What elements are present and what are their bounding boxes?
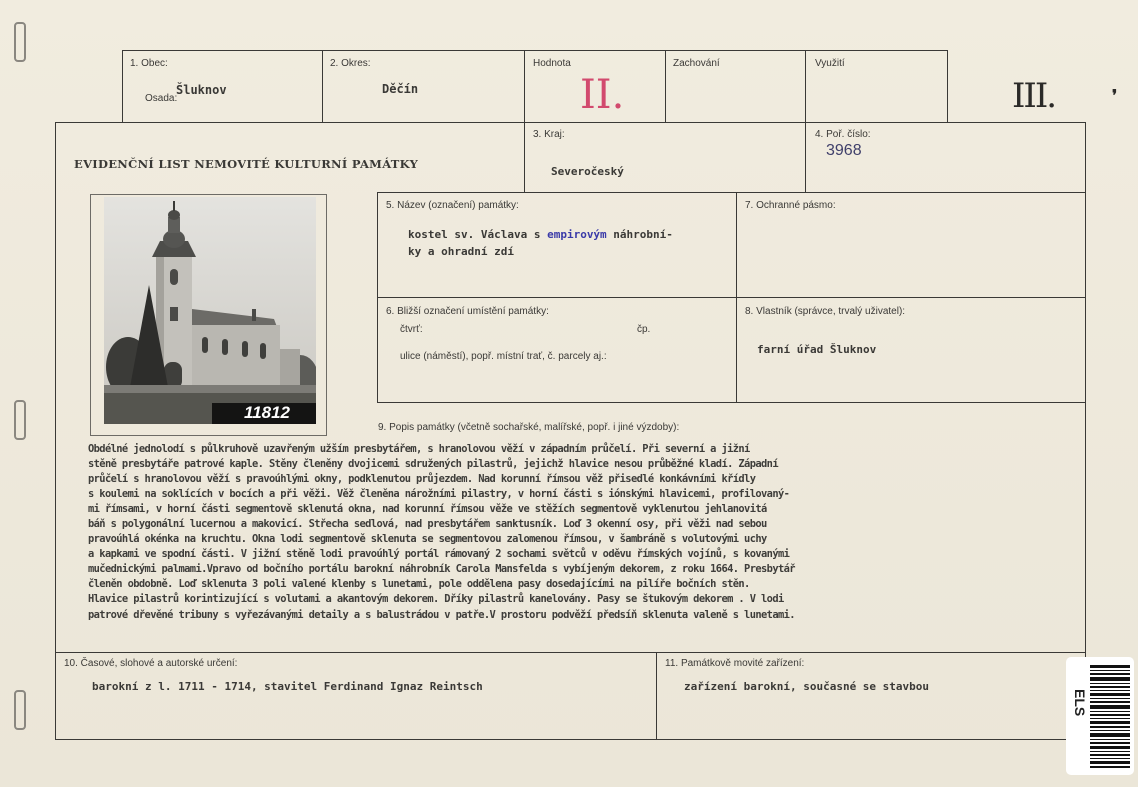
nazev-line1-end: náhrobní-: [606, 228, 673, 241]
popis-line: stěně presbytáře patrové kaple. Stěny členěny dvojicemi sdružených pilastrů, jejichž hlavice nesou průběžné kladí. Západní: [88, 458, 778, 471]
osada-label: Osada:: [145, 93, 178, 104]
tick-mark-icon: ❜: [1112, 88, 1118, 105]
zarizeni-label: 11. Památkově movité zařízení:: [665, 658, 805, 669]
barcode-label: [1066, 657, 1134, 775]
kraj-label: 3. Kraj:: [533, 129, 565, 140]
corner-mark: III.: [1012, 76, 1056, 116]
popis-line: a kapkami ve spodní části. V jižní stěně lodi pravoúhlý portál rámovaný 2 sochami světců v oděvu římských vojínů, s kovanými: [88, 548, 790, 561]
popis-line: Obdélné jednolodí s půlkruhově uzavřeným užším presbytářem, s hranolovou věží v západním průčelí. Při severní a jižní: [88, 443, 750, 455]
popis-line: pravoúhlá okénka na kruchtu. Okna lodi segmentově sklenuta se segmentovou zalomenou římsou, v šambráně s volutovými uchy: [88, 533, 767, 546]
casove-value: barokní z l. 1711 - 1714, stavitel Ferdinand Ignaz Reintsch: [92, 680, 483, 693]
popis-line: Hlavice pilastrů korintizující s volutami a akantovým dekorem. Dříky pilastrů kanelovány. Pasy se štukovým dekorem . V lodi: [88, 593, 784, 606]
okres-label: 2. Okres:: [330, 58, 371, 69]
okres-value: Děčín: [382, 82, 419, 96]
popis-label: 9. Popis památky (včetně sochařské, malířské, popř. i jiné výzdoby):: [378, 422, 680, 433]
hodnota-label: Hodnota: [533, 58, 571, 69]
popis-text: [88, 442, 1084, 642]
por-cislo-value: 3968: [826, 142, 862, 159]
photo-number: 11812: [244, 403, 291, 422]
church-photo: [104, 197, 316, 424]
ulice-label: ulice (náměstí), popř. místní trať, č. parcely aj.:: [400, 351, 607, 362]
nazev-line2: ky a ohradní zdí: [408, 245, 514, 258]
zarizeni-value: zařízení barokní, současné se stavbou: [684, 680, 930, 693]
nazev-label: 5. Název (označení) památky:: [386, 200, 519, 211]
nazev-line1-mark: empirovým: [547, 228, 607, 241]
kraj-value: Severočeský: [551, 165, 624, 178]
casove-label: 10. Časové, slohové a autorské určení:: [64, 658, 238, 669]
barcode-bars: [1090, 665, 1130, 769]
ochranne-pasmo-label: 7. Ochranné pásmo:: [745, 200, 836, 211]
ctvrt-label: čtvrť:: [400, 324, 423, 335]
vlastnik-label: 8. Vlastník (správce, trvalý uživatel):: [745, 306, 906, 317]
nazev-line1-start: kostel sv. Václava s: [408, 228, 548, 241]
cp-label: čp.: [637, 324, 651, 335]
popis-line: členěn obdobně. Loď sklenuta 3 poli valené klenby s lunetami, pole oddělena pasy dosedajícími na pilíře bočních stěn.: [88, 578, 750, 591]
por-cislo-label: 4. Poř. číslo:: [815, 129, 871, 140]
vyuziti-label: Využití: [815, 58, 845, 69]
nazev-value: [408, 226, 673, 260]
umisteni-label: 6. Bližší označení umístění památky:: [386, 306, 549, 317]
barcode-text: ELS: [1072, 689, 1088, 717]
popis-line: báň s polygonální lucernou a makovicí. Střecha sedlová, nad presbytářem sanktusník. Loď 3 okenní osy, při věži nad sebou: [88, 518, 767, 531]
binder-hole: [14, 400, 26, 440]
popis-line: mi římsami, v horní části segmentově sklenutá okna, nad korunní římsou věže ve stěžích segmentově vyklenutou jehlanovitá: [88, 503, 767, 516]
hodnota-value: II.: [580, 72, 625, 118]
obec-value: Šluknov: [176, 83, 227, 97]
church-photo-image: [104, 197, 316, 424]
binder-hole: [14, 22, 26, 62]
popis-line: patrové dřevěné tribuny s vyřezávanými detaily a s balustrádou v patře.V prostoru podvěží předsíň sklenuta valeně s lunetami.: [88, 608, 795, 621]
popis-line: s koulemi na soklících v bocích a při věži. Věž členěna nárožními pilastry, v horní části s iónskými hlavicemi, profilovaný-: [88, 488, 790, 501]
zachovani-label: Zachování: [673, 58, 720, 69]
vlastnik-value: farní úřad Šluknov: [757, 343, 877, 356]
form-title: EVIDENČNÍ LIST NEMOVITÉ KULTURNÍ PAMÁTKY: [74, 157, 419, 171]
binder-hole: [14, 690, 26, 730]
popis-line: průčelí s hranolovou věží s pravoúhlými okny, podklenutou průjezdem. Nad korunní římsou věž přisedlé konkávními křídly: [88, 473, 756, 486]
popis-line: mučednickými palmami.Vpravo od bočního portálu barokní náhrobník Carola Mansfelda s vybíjeným dekorem, z roku 1664. Presbytář: [88, 563, 795, 576]
obec-label: 1. Obec:: [130, 58, 168, 69]
